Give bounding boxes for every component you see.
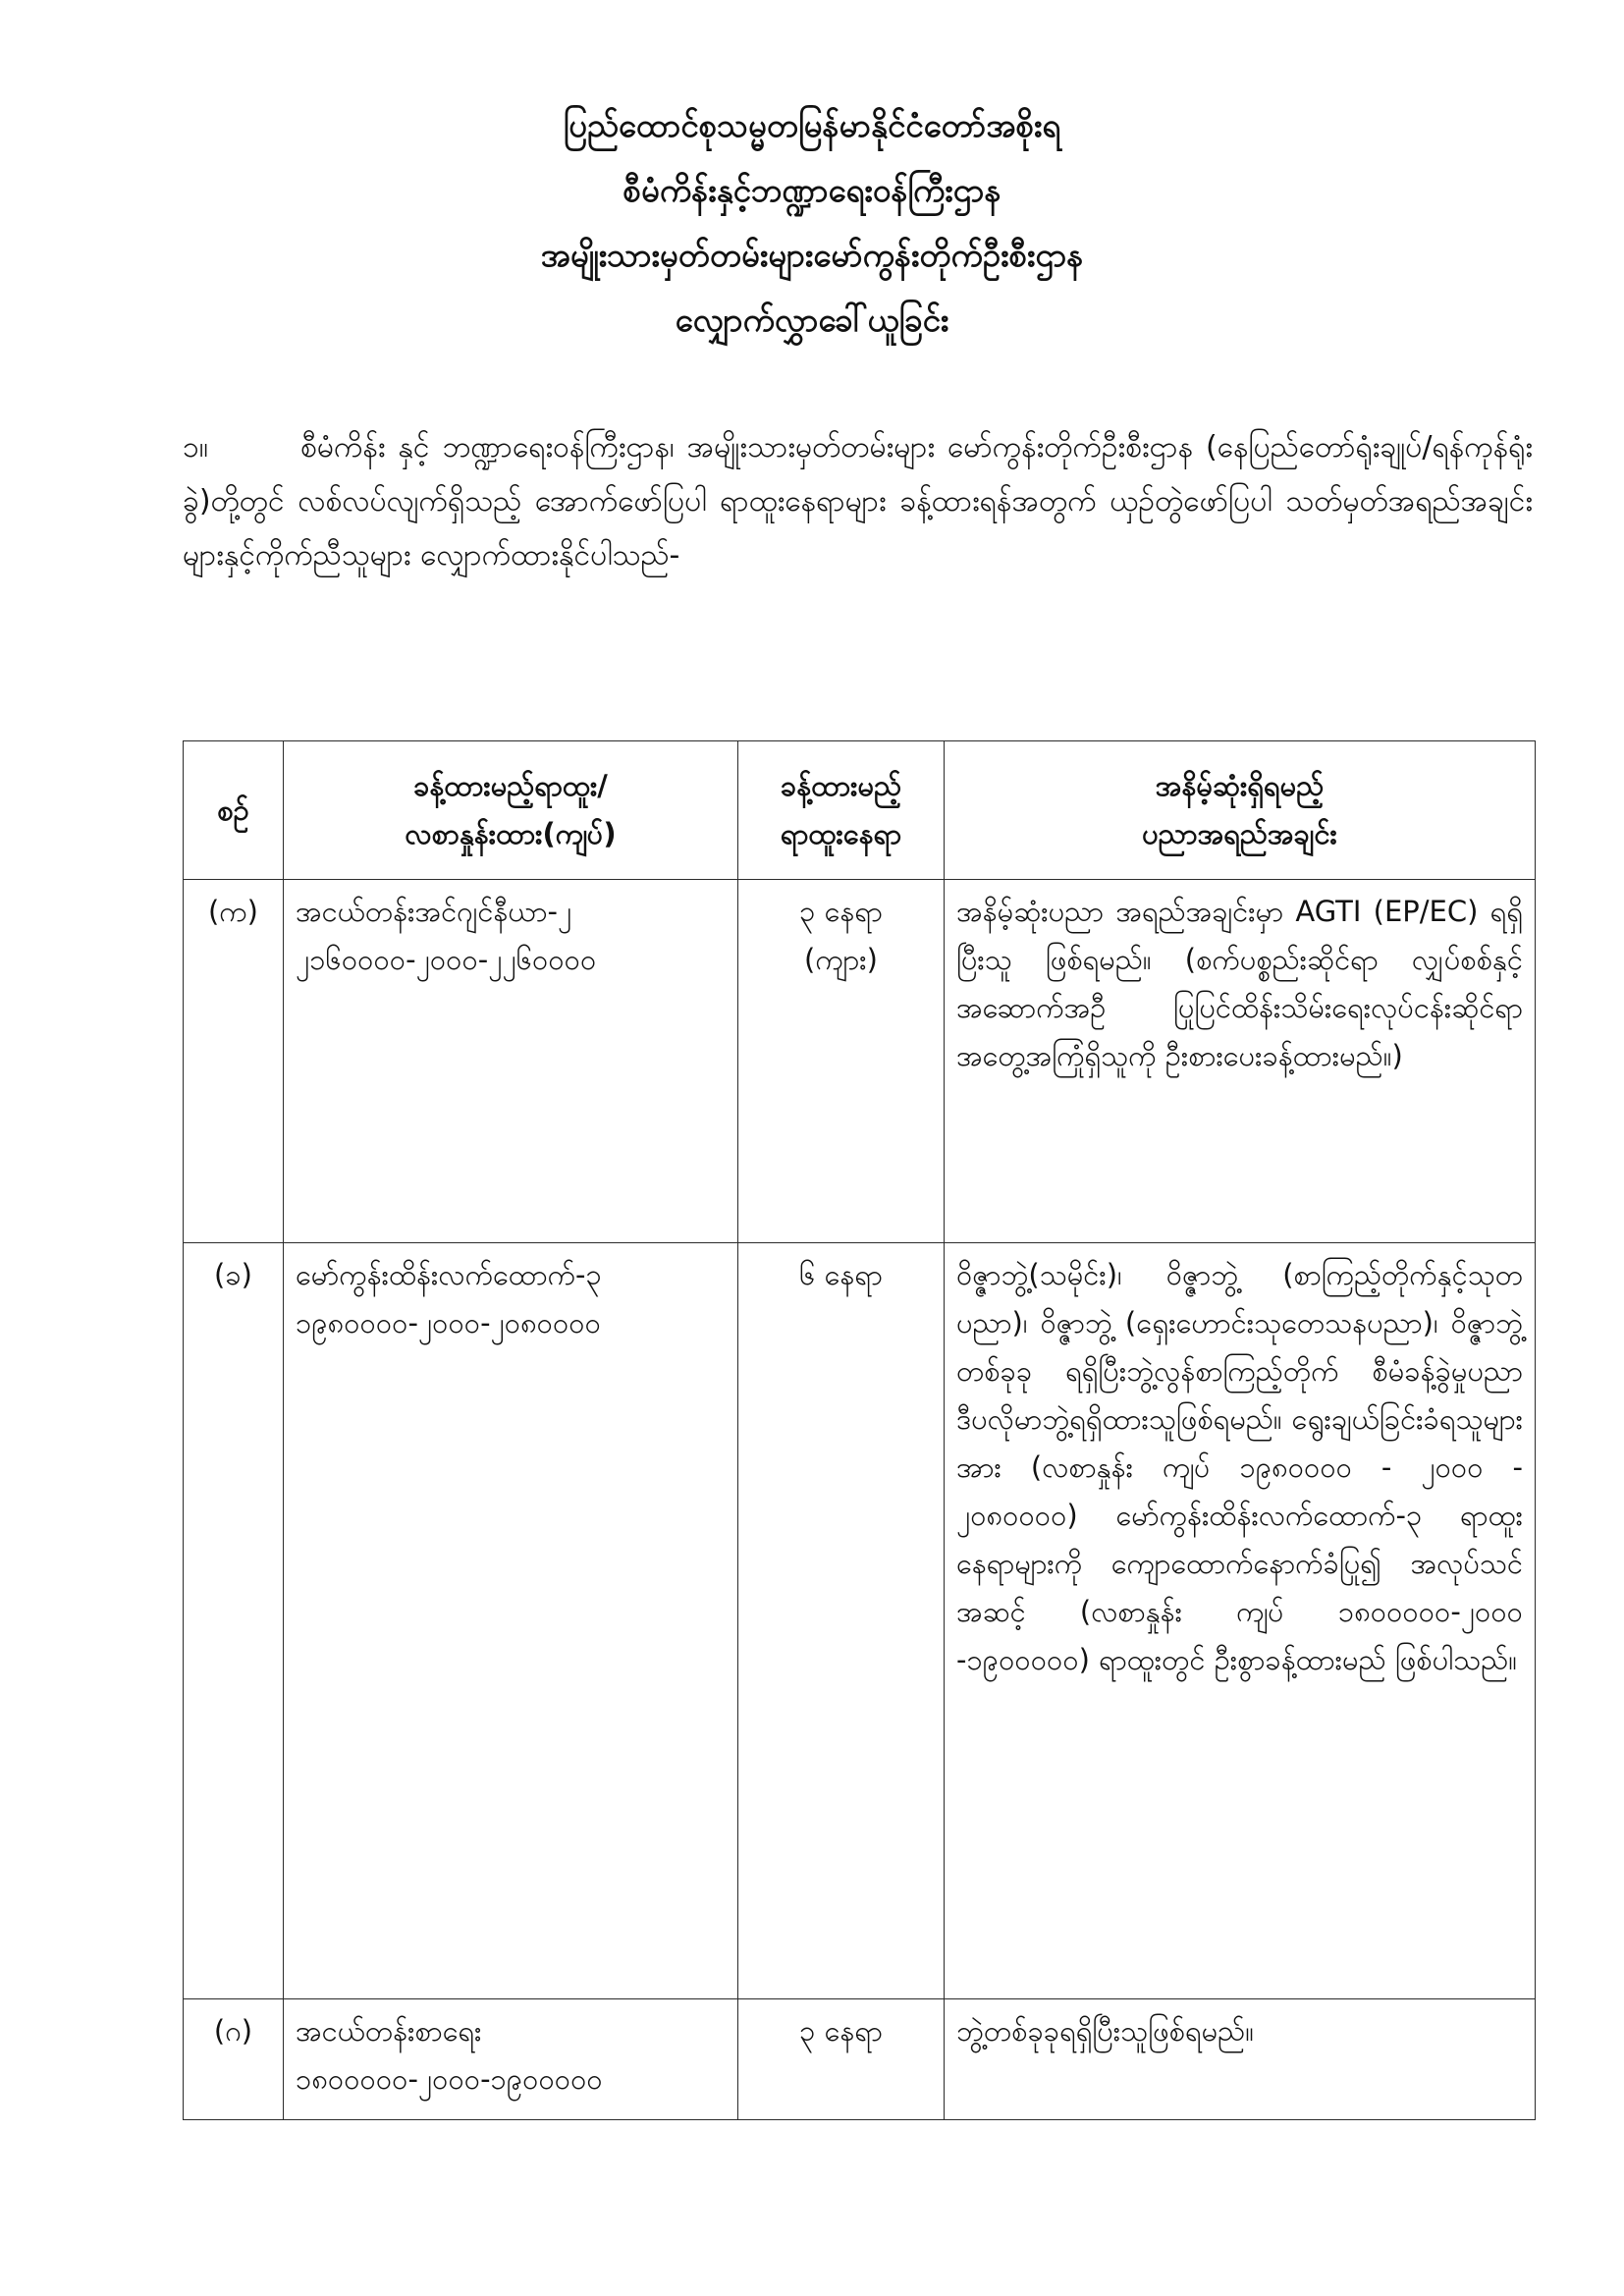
- paragraph-number: ၁။: [183, 430, 208, 465]
- intro-paragraph: [183, 420, 1533, 582]
- row-quantity: ၃ နေရာ: [738, 1999, 945, 2120]
- intro-text: စီမံကိန်း နှင့် ဘဏ္ဍာရေးဝန်ကြီးဌာန၊ အမျိုးသားမှတ်တမ်းများ မော်ကွန်းတိုက်ဦးစီးဌာန (နေပြည်တော်ရုံးချုပ်/ရန်ကုန်ရုံးခွဲ)တို့တွင် လစ်လပ်လျက်ရှိသည့် အောက်ဖော်ပြပါ ရာထူးနေရာများ ခန့်ထားရန်အတွက် ယှဉ်တွဲဖော်ပြပါ သတ်မှတ်အရည်အချင်းများနှင့်ကိုက်ညီသူများ လျှောက်ထားနိုင်ပါသည်-: [183, 430, 1533, 573]
- row-qualification: အနိမ့်ဆုံးပညာ အရည်အချင်းမှာ AGTI (EP/EC) ရရှိပြီးသူ ဖြစ်ရမည်။ (စက်ပစ္စည်းဆိုင်ရာ လျှပ်စစ်နှင့် အဆောက်အဦ ပြုပြင်ထိန်းသိမ်းရေးလုပ်ငန်းဆိုင်ရာ အတွေ့အကြုံရှိသူကို ဦးစားပေးခန့်ထားမည်။): [945, 880, 1536, 1243]
- header-quantity: ခန့်ထားမည့် ရာထူးနေရာ: [738, 741, 945, 880]
- row-quantity: ၆ နေရာ: [738, 1243, 945, 1999]
- row-post: [284, 1243, 738, 1999]
- row-quantity: ၃ နေရာ (ကျား): [738, 880, 945, 1243]
- post-title: အငယ်တန်းစာရေး: [296, 2014, 482, 2048]
- row-qualification: ဝိဇ္ဇာဘွဲ့(သမိုင်း)၊ ဝိဇ္ဇာဘွဲ့ (စာကြည့်တိုက်နှင့်သုတပညာ)၊ ဝိဇ္ဇာဘွဲ့ (ရှေးဟောင်းသုတေသနပညာ)၊ ဝိဇ္ဇာဘွဲ့တစ်ခုခု ရရှိပြီးဘွဲ့လွန်စာကြည့်တိုက် စီမံခန့်ခွဲမှုပညာ ဒီပလိုမာဘွဲ့ရရှိထားသူဖြစ်ရမည်။ ရွေးချယ်ခြင်းခံရသူများအား (လစာနှုန်း ကျပ် ၁၉၈၀၀၀၀ - ၂၀၀၀ - ၂၀၈၀၀၀၀) မော်ကွန်းထိန်းလက်ထောက်-၃ ရာထူးနေရာများကို ကျောထောက်နောက်ခံပြု၍ အလုပ်သင်အဆင့် (လစာနှုန်း ကျပ် ၁၈၀၀၀၀၀-၂၀၀၀ -၁၉၀၀၀၀၀) ရာထူးတွင် ဦးစွာခန့်ထားမည် ဖြစ်ပါသည်။: [945, 1243, 1536, 1999]
- header-serial: စဉ်: [184, 741, 284, 880]
- announcement-title: လျှောက်လွှာခေါ်ယူခြင်း: [675, 301, 949, 339]
- table-row: [184, 1999, 1536, 2120]
- post-title: အငယ်တန်းအင်ဂျင်နီယာ-၂: [296, 895, 572, 928]
- row-serial: (ဂ): [184, 1999, 284, 2120]
- row-post: [284, 1999, 738, 2120]
- document-header: [0, 93, 1624, 353]
- post-salary: ၂၁၆၀၀၀၀-၂၀၀၀-၂၂၆၀၀၀၀: [296, 943, 597, 976]
- row-qualification: ဘွဲ့တစ်ခုခုရရှိပြီးသူဖြစ်ရမည်။: [945, 1999, 1536, 2120]
- post-salary: ၁၈၀၀၀၀၀-၂၀၀၀-၁၉၀၀၀၀၀: [296, 2062, 603, 2096]
- department-title: အမျိုးသားမှတ်တမ်းများမော်ကွန်းတိုက်ဦးစီးဌာန: [540, 236, 1084, 274]
- row-post: [284, 880, 738, 1243]
- post-salary: ၁၉၈၀၀၀၀-၂၀၀၀-၂၀၈၀၀၀၀: [296, 1306, 601, 1339]
- ministry-title: စီမံကိန်းနှင့်ဘဏ္ဍာရေးဝန်ကြီးဌာန: [623, 171, 1001, 209]
- row-serial: (ခ): [184, 1243, 284, 1999]
- government-title: ပြည်ထောင်စုသမ္မတမြန်မာနိုင်ငံတော်အစိုးရ: [563, 106, 1061, 144]
- row-serial: (က): [184, 880, 284, 1243]
- post-title: မော်ကွန်းထိန်းလက်ထောက်-၃: [296, 1258, 602, 1291]
- table-header-row: [184, 741, 1536, 880]
- table-row: [184, 880, 1536, 1243]
- header-qualification: အနိမ့်ဆုံးရှိရမည့် ပညာအရည်အချင်း: [945, 741, 1536, 880]
- vacancy-table: [183, 740, 1536, 2120]
- header-post: ခန့်ထားမည့်ရာထူး/ လစာနှုန်းထား(ကျပ်): [284, 741, 738, 880]
- table-row: [184, 1243, 1536, 1999]
